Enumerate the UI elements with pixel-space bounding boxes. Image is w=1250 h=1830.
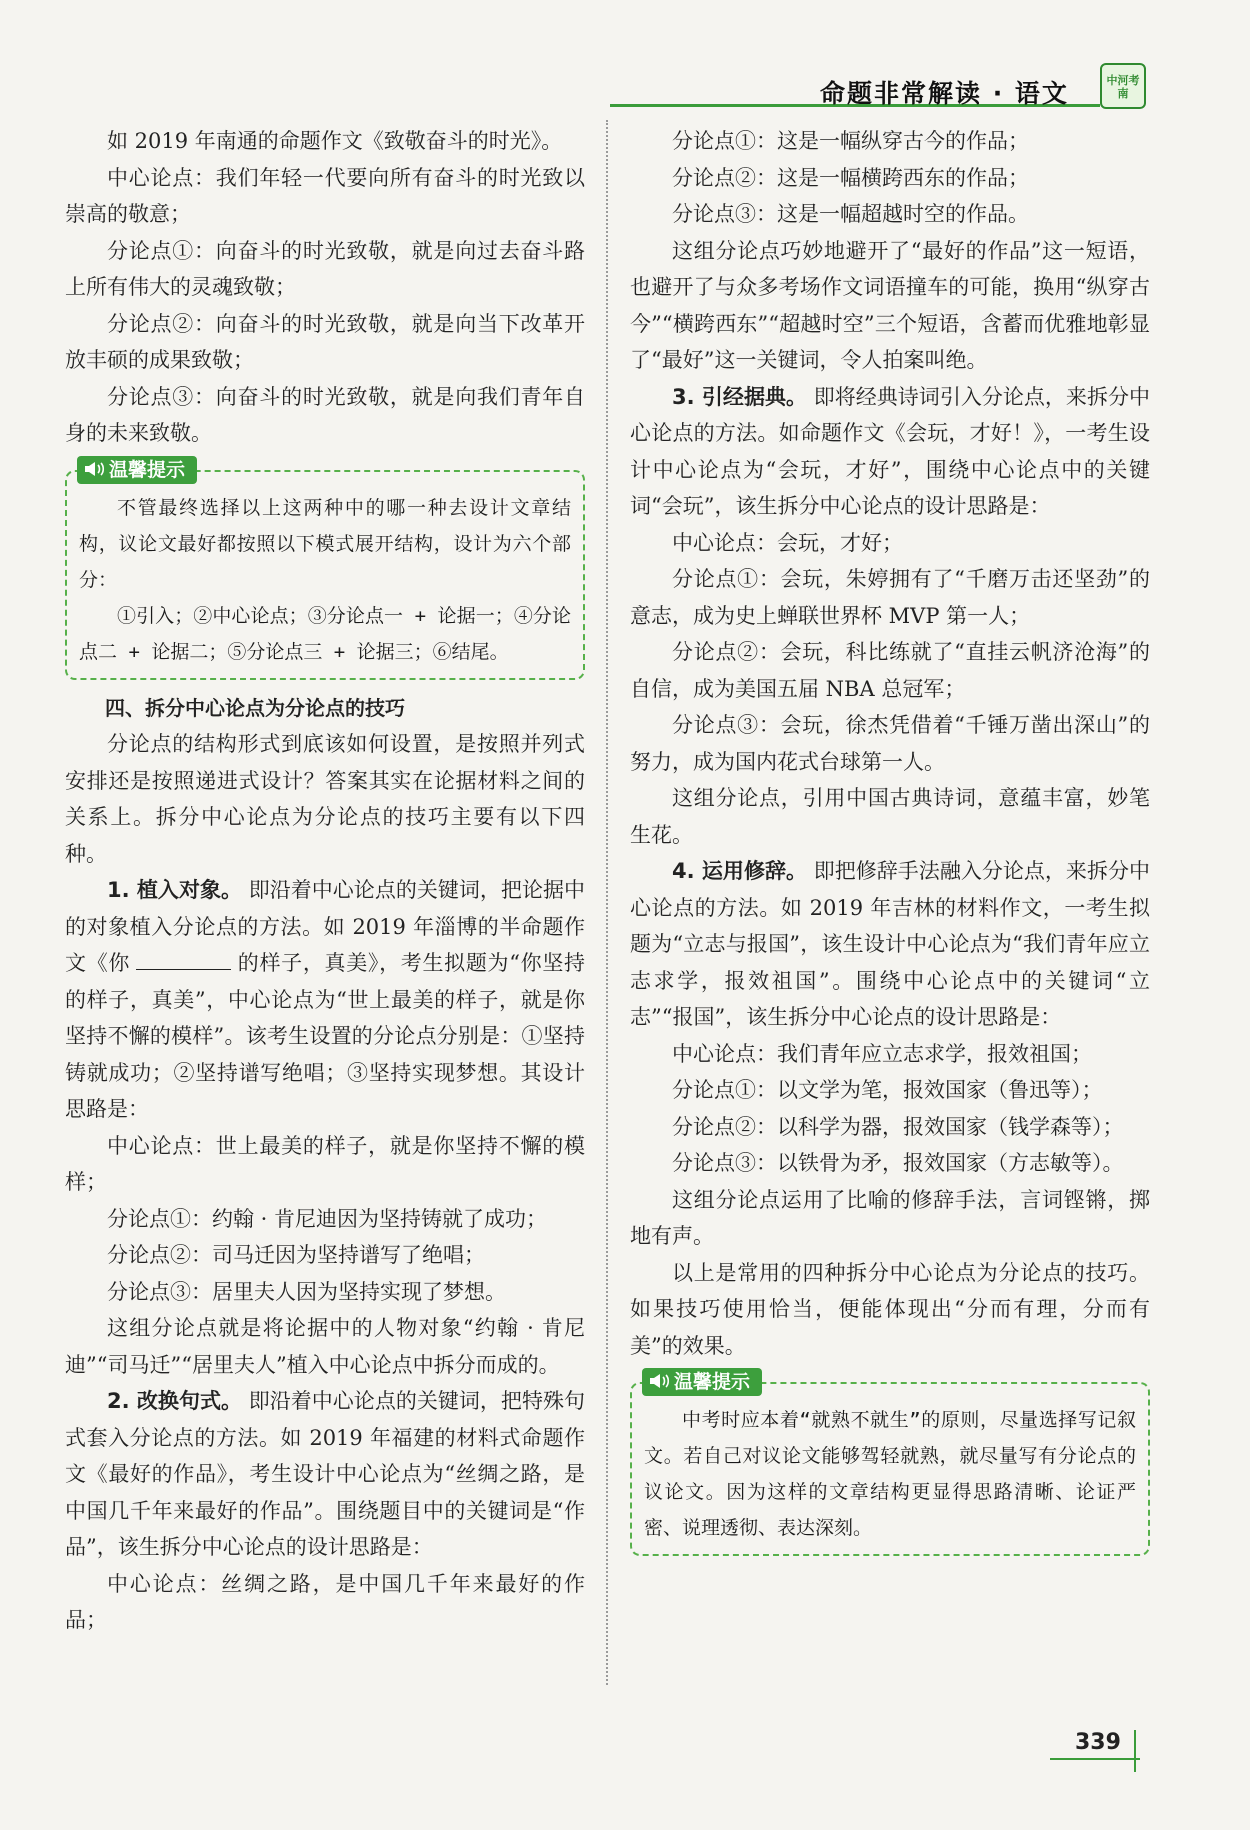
header-title: 命题非常解读 · 语文 <box>820 79 1069 108</box>
paragraph: 分论点②：会玩，科比练就了“直挂云帆济沧海”的自信，成为美国五届 NBA 总冠军； <box>630 640 1150 701</box>
paragraph: 分论点②：向奋斗的时光致敬，就是向当下改革开放丰硕的成果致敬； <box>65 311 585 372</box>
tip-box <box>630 1371 1150 1556</box>
paragraph: 分论点的结构形式到底该如何设置，是按照并列式安排还是按照递进式设计？答案其实在论据材料之间的关系上。拆分中心论点为分论点的技巧主要有以下四种。 <box>65 732 585 866</box>
paragraph: 中心论点：世上最美的样子，就是你坚持不懈的模样； <box>65 1133 585 1194</box>
paragraph: 1. 植入对象。 即沿着中心论点的关键词，把论据中的对象植入分论点的方法。如 2019 年淄博的半命题作文《你 的样子，真美》，考生拟题为“你坚持的样子，真美”，中心论点为“世上最美的样子，就是你坚持不懈的模样”。该考生设置的分论点分别是：①坚持铸就成功；②坚持谱写绝唱；③坚持实现梦想。其设计思路是： <box>65 878 586 1121</box>
right-column <box>630 123 1150 1566</box>
tip-label <box>77 456 197 484</box>
paragraph: 分论点③：向奋斗的时光致敬，就是向我们青年自身的未来致敬。 <box>65 384 585 445</box>
paragraph: 分论点③：这是一幅超越时空的作品。 <box>672 202 1029 226</box>
paragraph: 4. 运用修辞。 即把修辞手法融入分论点，来拆分中心论点的方法。如 2019 年吉林的材料作文，一考生拟题为“立志与报国”，该生设计中心论点为“我们青年应立志求学，报效祖国”。围绕中心论点中的关键词“立志”“报国”，该生拆分中心论点的设计思路是： <box>630 859 1150 1029</box>
paragraph: 分论点①：约翰 · 肯尼迪因为坚持铸就了成功； <box>107 1206 548 1231</box>
tip-text: 不管最终选择以上这两种中的哪一种去设计文章结构，议论文最好都按照以下模式展开结构，设计为六个部分： <box>79 496 571 591</box>
paragraph: 分论点②：这是一幅横跨西东的作品； <box>672 165 1029 190</box>
page-number: 339 <box>1075 1730 1121 1755</box>
paragraph: 分论点③：以铁骨为矛，报效国家（方志敏等）。 <box>672 1151 1124 1175</box>
paragraph: 分论点①：会玩，朱婷拥有了“千磨万击还坚劲”的意志，成为史上蝉联世界杯 MVP 第一人； <box>630 567 1150 628</box>
speaker-icon <box>83 460 105 478</box>
paragraph: 分论点①：向奋斗的时光致敬，就是向过去奋斗路上所有伟大的灵魂致敬； <box>65 238 585 299</box>
tip-text: 中考时应本着“就熟不就生”的原则，尽量选择写记叙文。若自己对议论文能够驾轻就熟，就尽量写有分论点的议论文。因为这样的文章结构更显得思路清晰、论证严密、说理透彻、表达深刻。 <box>644 1409 1136 1539</box>
paragraph: 分论点①：以文学为笔，报效国家（鲁迅等）； <box>672 1078 1103 1102</box>
paragraph: 2. 改换句式。 即沿着中心论点的关键词，把特殊句式套入分论点的方法。如 2019 年福建的材料式命题作文《最好的作品》，考生设计中心论点为“丝绸之路，是中国几千年来最好的作品”。围绕题目中的关键词是“作品”，该生拆分中心论点的设计思路是： <box>65 1389 585 1559</box>
tip-label-text: 温馨提示 <box>109 458 186 481</box>
left-column <box>65 123 585 1639</box>
section-heading: 四、拆分中心论点为分论点的技巧 <box>105 695 405 720</box>
paragraph: 以上是常用的四种拆分中心论点为分论点的技巧。如果技巧使用恰当，便能体现出“分而有理，分而有美”的效果。 <box>630 1260 1150 1358</box>
paragraph: 分论点③：居里夫人因为坚持实现了梦想。 <box>107 1279 506 1304</box>
tip-label-text: 温馨提示 <box>674 1371 751 1393</box>
paragraph: 这组分论点，引用中国古典诗词，意蕴丰富，妙笔生花。 <box>630 786 1150 847</box>
paragraph: 分论点②：司马迁因为坚持谱写了绝唱； <box>107 1243 485 1267</box>
tip-box <box>65 458 585 680</box>
tip-text: ①引入；②中心论点；③分论点一 + 论据一；④分论点二 + 论据二；⑤分论点三 + 论据三；⑥结尾。 <box>79 604 571 663</box>
paragraph: 分论点①：这是一幅纵穿古今的作品； <box>672 129 1029 153</box>
subheading: 4. 运用修辞。 <box>672 859 808 883</box>
header-logo: 中河考南 <box>1100 63 1146 109</box>
subheading: 3. 引经据典。 <box>672 384 808 409</box>
speaker-icon <box>648 1372 670 1390</box>
subheading: 2. 改换句式。 <box>107 1389 243 1413</box>
blank-line <box>136 951 231 970</box>
subheading: 1. 植入对象。 <box>107 878 243 902</box>
paragraph: 中心论点：丝绸之路，是中国几千年来最好的作品； <box>65 1571 585 1632</box>
paragraph: 分论点②：以科学为器，报效国家（钱学森等）； <box>672 1114 1124 1139</box>
paragraph: 分论点③：会玩，徐杰凭借着“千锤万凿出深山”的努力，成为国内花式台球第一人。 <box>630 713 1150 774</box>
tip-label <box>642 1368 762 1396</box>
paragraph: 如 2019 年南通的命题作文《致敬奋斗的时光》。 <box>107 129 563 153</box>
column-divider <box>606 120 608 1685</box>
page-number-tick <box>1134 1730 1136 1772</box>
paragraph: 中心论点：会玩，才好； <box>672 530 903 555</box>
paragraph: 中心论点：我们年轻一代要向所有奋斗的时光致以崇高的敬意； <box>65 165 585 226</box>
paragraph: 这组分论点就是将论据中的人物对象“约翰 · 肯尼迪”“司马迁”“居里夫人”植入中心论点中拆分而成的。 <box>65 1316 585 1377</box>
paragraph: 这组分论点运用了比喻的修辞手法，言词铿锵，掷地有声。 <box>630 1187 1150 1248</box>
page-number-rule <box>1050 1758 1140 1760</box>
paragraph: 这组分论点巧妙地避开了“最好的作品”这一短语，也避开了与众多考场作文词语撞车的可能，换用“纵穿古今”“横跨西东”“超越时空”三个短语，含蓄而优雅地彰显了“最好”这一关键词，令人拍案叫绝。 <box>630 238 1150 372</box>
paragraph: 中心论点：我们青年应立志求学，报效祖国； <box>672 1041 1092 1066</box>
paragraph: 3. 引经据典。 即将经典诗词引入分论点，来拆分中心论点的方法。如命题作文《会玩，才好！》，一考生设计中心论点为“会玩，才好”，围绕中心论点中的关键词“会玩”，该生拆分中心论点的设计思路是： <box>630 384 1150 518</box>
